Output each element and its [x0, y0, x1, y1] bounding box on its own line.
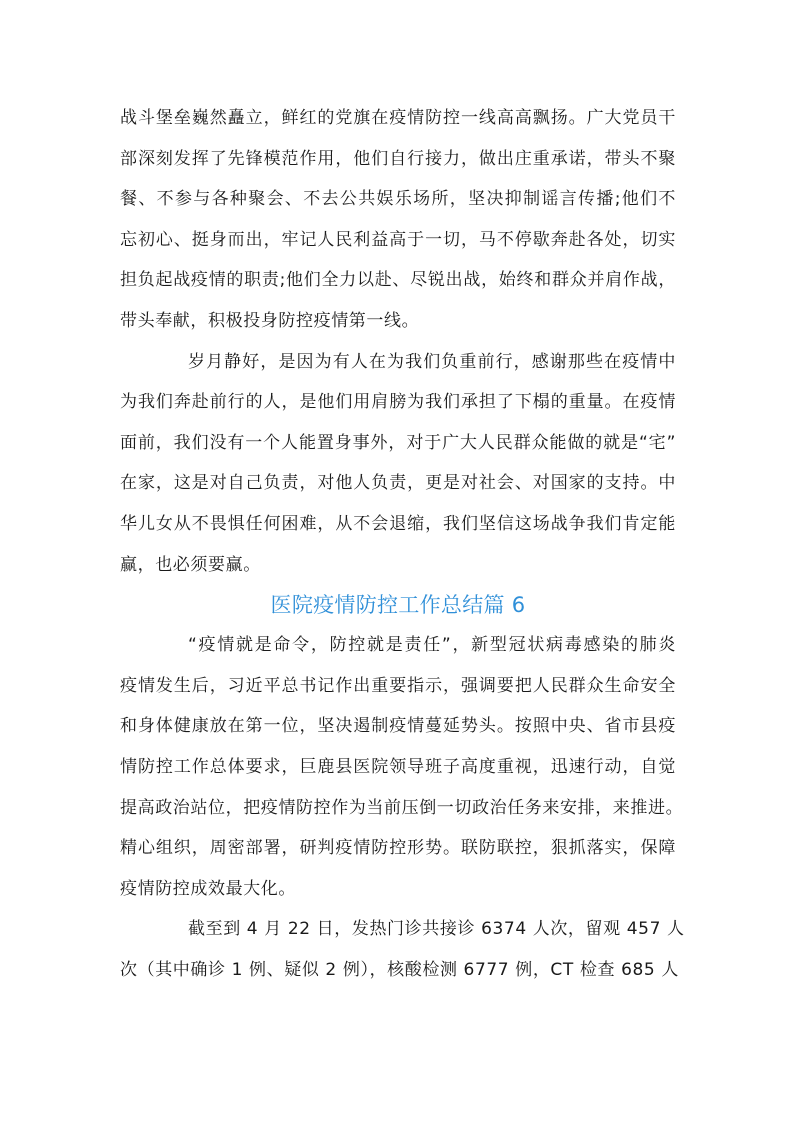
text-line: 餐、不参与各种聚会、不去公共娱乐场所，坚决抑制谣言传播;他们不 — [120, 189, 676, 210]
paragraph-1 — [120, 98, 676, 342]
text-line: 疫情防控成效最大化。 — [120, 878, 296, 899]
paragraph-4 — [120, 909, 685, 990]
text-line: 截至到 4 月 22 日，发热门诊共接诊 6374 人次，留观 457 人 — [188, 919, 685, 940]
text-line: 疫情发生后，习近平总书记作出重要指示，强调要把人民群众生命安全 — [120, 675, 676, 696]
text-line: 面前，我们没有一个人能置身事外，对于广大人民群众能做的就是“宅” — [120, 432, 676, 453]
text-line: 岁月静好，是因为有人在为我们负重前行，感谢那些在疫情中 — [188, 351, 676, 372]
text-line: 为我们奔赴前行的人，是他们用肩膀为我们承担了下榻的重量。在疫情 — [120, 392, 676, 413]
section-heading: 医院疫情防控工作总结篇 6 — [270, 593, 526, 618]
text-line: 提高政治站位，把疫情防控作为当前压倒一切政治任务来安排，来推进。 — [120, 797, 684, 818]
document-body — [120, 98, 685, 990]
text-line: 和身体健康放在第一位，坚决遏制疫情蔓延势头。按照中央、省市县疫 — [120, 716, 676, 737]
paragraph-3 — [120, 625, 684, 909]
text-line: 在家，这是对自己负责，对他人负责，更是对社会、对国家的支持。中 — [120, 473, 676, 494]
text-line: 战斗堡垒巍然矗立，鲜红的党旗在疫情防控一线高高飘扬。广大党员干 — [120, 108, 676, 128]
text-line: 赢，也必须要赢。 — [120, 554, 261, 575]
text-line: 带头奉献，积极投身防控疫情第一线。 — [120, 310, 420, 331]
text-line: 忘初心、挺身而出，牢记人民利益高于一切，马不停歇奔赴各处，切实 — [120, 229, 676, 250]
text-line: 次（其中确诊 1 例、疑似 2 例），核酸检测 6777 例，CT 检查 685 人 — [120, 959, 679, 980]
paragraph-2 — [120, 342, 676, 586]
text-line: 部深刻发挥了先锋模范作用，他们自行接力，做出庄重承诺，带头不聚 — [120, 148, 676, 169]
text-line: 担负起战疫情的职责;他们全力以赴、尽锐出战，始终和群众并肩作战， — [120, 270, 676, 291]
text-line: 华儿女从不畏惧任何困难，从不会退缩，我们坚信这场战争我们肯定能 — [120, 513, 676, 534]
text-line: 精心组织，周密部署，研判疫情防控形势。联防联控，狠抓落实，保障 — [120, 838, 676, 859]
text-line: “疫情就是命令，防控就是责任”，新型冠状病毒感染的肺炎 — [188, 635, 676, 656]
text-line: 情防控工作总体要求，巨鹿县医院领导班子高度重视，迅速行动，自觉 — [120, 756, 676, 777]
